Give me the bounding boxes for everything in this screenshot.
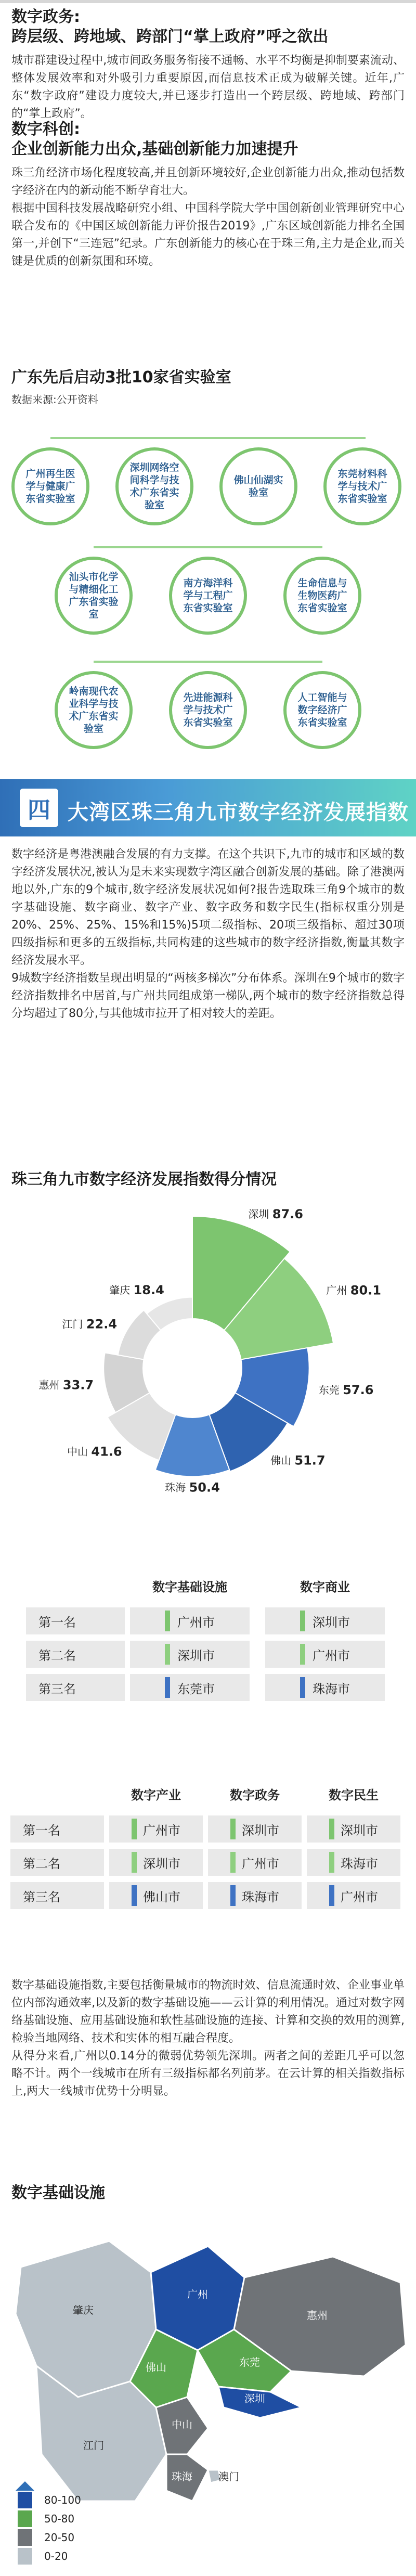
- chart-value-label: 50.4: [189, 1480, 220, 1495]
- section-infrastructure: [0, 1977, 416, 2101]
- table-cell: 广州市: [130, 1607, 250, 1634]
- chart-category-label: 佛山: [270, 1454, 295, 1467]
- table-cell: 东莞市: [130, 1674, 250, 1701]
- table-cell: 广州市: [307, 1882, 400, 1909]
- map-city-label: 惠州: [307, 2309, 328, 2322]
- lab-item: 汕头市化学与精细化工广东省实验室: [55, 557, 133, 635]
- radial-score-chart: [0, 1196, 416, 1561]
- color-marker: [132, 1819, 137, 1839]
- section-number: 四: [20, 789, 58, 827]
- chart-data-label: [67, 1444, 122, 1459]
- section-paragraph: 根据中国科技发展战略研究小组、中国科学院大学中国创新创业管理研究中心联合发布的《中国区域创新能力评价报告2019》,广东区域创新能力排名全国第一,并创下“三连冠”纪录。广东创新能力的核心在于珠三角,主力是企业,而关键是优质的创新氛围和环境。: [11, 202, 405, 268]
- rank-label: 第三名: [10, 1882, 104, 1909]
- legend-swatch: [18, 2548, 32, 2565]
- section-paragraph: 数字经济是粤港澳融合发展的有力支撑。在这个共识下,九市的城市和区域的数字经济发展状况,被认为是未来实现数字湾区融合创新发展的基础。除了港澳两地以外,广东的9个城市,数字经济发展状况如何?报告选取珠三角9个城市的数字基础设施、数字商业、数字产业、数字政务和数字民生(指标权重分别是20%、25%、25%、15%和15%)5项二级指标、20项三级指标、超过30项四级指标和更多的五级指标,共同构建的这些城市的数字经济指数,衡量其数字经济发展水平。: [11, 848, 405, 967]
- chart-category-label: 深圳: [248, 1207, 272, 1220]
- color-marker: [230, 1885, 236, 1906]
- section-paragraph: 城市群建设过程中,城市间政务服务衔接不通畅、水平不均衡是抑制要素流动、整体发展效率和对外吸引力重要原因,而信息技术正成为破解关键。近年,广东“数字政府”建设力度较大,并已逐步打造出一个跨层级、跨地域、跨部门的“掌上政府”。: [11, 54, 405, 120]
- lab-item: 佛山仙湖实验室: [219, 447, 297, 525]
- rank-label: 第二名: [26, 1641, 125, 1668]
- color-marker: [165, 1677, 170, 1698]
- table-cell: 深圳市: [307, 1815, 400, 1843]
- chart-value-label: 18.4: [133, 1283, 164, 1298]
- table-header: 数字政务: [230, 1787, 280, 1802]
- lab-item: 南方海洋科学与工程广东省实验室: [169, 557, 247, 635]
- legend-swatch: [18, 2529, 32, 2546]
- chart-title: 珠三角九市数字经济发展指数得分情况: [11, 1170, 277, 1189]
- map-city-label: 广州: [187, 2288, 208, 2301]
- section-paragraph: 数字基础设施指数,主要包括衡量城市的物流时效、信息流通时效、企业事业单位内部沟通效率,以及新的数字基础设施——云计算的利用情况。通过对数字网络基础设施、应用基础设施和软性基础设施的连接、计算和交换的效用的测算,检验当地网络、技术和实体的相互融合程度。: [11, 1979, 405, 2045]
- chart-category-label: 中山: [67, 1445, 92, 1458]
- chart-data-label: [326, 1283, 381, 1297]
- chart-category-label: 惠州: [38, 1378, 63, 1391]
- section-heading: 企业创新能力出众,基础创新能力加速提升: [11, 140, 298, 158]
- lab-item: 生命信息与生物医药广东省实验室: [283, 557, 361, 635]
- rank-label: 第一名: [10, 1815, 104, 1843]
- map-title: 数字基础设施: [11, 2184, 105, 2202]
- color-marker: [329, 1819, 334, 1839]
- color-marker: [165, 1644, 170, 1665]
- color-marker: [132, 1885, 137, 1906]
- map-city-label: 珠海: [172, 2470, 192, 2483]
- banner-title: 大湾区珠三角九市数字经济发展指数: [68, 801, 409, 825]
- labs-row-1: [0, 447, 416, 551]
- labs-row-2: [0, 557, 416, 661]
- table-cell: 珠海市: [307, 1849, 400, 1876]
- connector-line: [94, 661, 322, 663]
- color-marker: [329, 1852, 334, 1873]
- map-legend: [16, 2481, 130, 2570]
- lab-item: 深圳网络空间科学与技术广东省实验室: [115, 447, 193, 525]
- lab-item: 东莞材料科学与技术广东省实验室: [323, 447, 401, 525]
- section-digital-innovation: [0, 120, 416, 271]
- legend-swatch: [18, 2492, 32, 2508]
- table-cell: 深圳市: [208, 1815, 302, 1843]
- legend-label: 0-20: [44, 2550, 68, 2562]
- table-cell: 佛山市: [109, 1882, 203, 1909]
- chart-value-label: 22.4: [86, 1317, 118, 1332]
- legend-swatch: [18, 2510, 32, 2527]
- map-city-label: 佛山: [146, 2361, 166, 2374]
- map-city-label: 澳门: [218, 2470, 239, 2483]
- legend-label: 20-50: [44, 2531, 75, 2544]
- map-city-label: 东莞: [239, 2356, 260, 2368]
- table-cell: 珠海市: [208, 1882, 302, 1909]
- section-heading: 数字科创:: [11, 120, 80, 138]
- lab-item: 广州再生医学与健康广东省实验室: [11, 447, 89, 525]
- chart-category-label: 广州: [326, 1283, 350, 1296]
- section-heading: 跨层级、跨地域、跨部门“掌上政府”呼之欲出: [11, 28, 329, 46]
- color-marker: [132, 1852, 137, 1873]
- table-header: 数字产业: [131, 1787, 181, 1802]
- table-cell: 广州市: [265, 1641, 385, 1668]
- chart-data-label: [62, 1317, 117, 1331]
- lab-item: 先进能源科学与技术广东省实验室: [169, 671, 247, 749]
- arrow-up-icon: [16, 2481, 34, 2491]
- section-index-intro: [0, 846, 416, 1023]
- map-city-label: 中山: [172, 2418, 192, 2431]
- table-cell: 深圳市: [265, 1607, 385, 1634]
- table-cell: 广州市: [109, 1815, 203, 1843]
- color-marker: [300, 1644, 305, 1665]
- divider: [0, 0, 416, 3]
- chart-category-label: 江门: [62, 1317, 86, 1330]
- rank-label: 第一名: [26, 1607, 125, 1634]
- color-marker: [300, 1611, 305, 1631]
- chart-category-label: 东莞: [318, 1383, 343, 1396]
- chart-value-label: 41.6: [91, 1444, 122, 1459]
- labs-source: 数据来源:公开资料: [11, 393, 98, 406]
- table-cell: 深圳市: [109, 1849, 203, 1876]
- chart-value-label: 80.1: [350, 1283, 381, 1298]
- color-marker: [230, 1819, 236, 1839]
- section-paragraph: 珠三角经济市场化程度较高,并且创新环境较好,企业创新能力出众,推动包括数字经济在内的新动能不断孕育壮大。: [11, 166, 405, 197]
- table-cell: 深圳市: [130, 1641, 250, 1668]
- map-city-label: 江门: [83, 2439, 104, 2452]
- section-heading: 数字政务:: [11, 8, 80, 26]
- chart-value-label: 87.6: [272, 1206, 304, 1221]
- map-city-label: 肇庆: [73, 2304, 94, 2316]
- color-marker: [165, 1611, 170, 1631]
- chart-data-label: [109, 1283, 164, 1297]
- chart-data-label: [39, 1377, 94, 1392]
- section-banner: [0, 779, 416, 836]
- labs-row-3: [0, 671, 416, 775]
- section-paragraph: 从得分来看,广州以0.14分的微弱优势领先深圳。两者之间的差距几乎可以忽略不计。两个一线城市在所有三级指标都名列前茅。在云计算的相关指数指标上,两大一线城市优势十分明显。: [11, 2050, 405, 2098]
- legend-label: 50-80: [44, 2513, 75, 2525]
- connector-line: [50, 437, 366, 439]
- connector-line: [94, 546, 322, 548]
- chart-value-label: 51.7: [294, 1453, 326, 1468]
- chart-data-label: [248, 1207, 303, 1221]
- chart-data-label: [165, 1480, 220, 1495]
- table-cell: 珠海市: [265, 1674, 385, 1701]
- table-cell: 广州市: [208, 1849, 302, 1876]
- map-city-label: 深圳: [244, 2392, 265, 2405]
- chart-value-label: 57.6: [343, 1382, 374, 1397]
- lab-item: 岭南现代农业科学与技术广东省实验室: [55, 671, 133, 749]
- chart-data-label: [319, 1383, 374, 1397]
- color-marker: [329, 1885, 334, 1906]
- table-header: 数字商业: [300, 1579, 350, 1594]
- chart-data-label: [270, 1453, 326, 1468]
- section-paragraph: 9城数字经济指数呈现出明显的“两核多梯次”分布体系。深圳在9个城市的数字经济指数排名中居首,与广州共同组成第一梯队,两个城市的数字经济指数总得分均超过了80分,与其他城市拉开了相对较大的差距。: [11, 972, 405, 1020]
- chart-value-label: 33.7: [62, 1377, 94, 1393]
- chart-center-hole: [145, 1321, 240, 1415]
- labs-title: 广东先后启动3批10家省实验室: [11, 368, 231, 387]
- legend-label: 80-100: [44, 2494, 81, 2506]
- table-header: 数字民生: [329, 1787, 379, 1802]
- table-header: 数字基础设施: [152, 1579, 227, 1594]
- chart-category-label: 珠海: [165, 1480, 189, 1493]
- rank-label: 第二名: [10, 1849, 104, 1876]
- section-digital-government: [0, 7, 416, 123]
- rank-label: 第三名: [26, 1674, 125, 1701]
- color-marker: [230, 1852, 236, 1873]
- color-marker: [300, 1677, 305, 1698]
- lab-item: 人工智能与数字经济广东省实验室: [283, 671, 361, 749]
- chart-category-label: 肇庆: [109, 1283, 134, 1296]
